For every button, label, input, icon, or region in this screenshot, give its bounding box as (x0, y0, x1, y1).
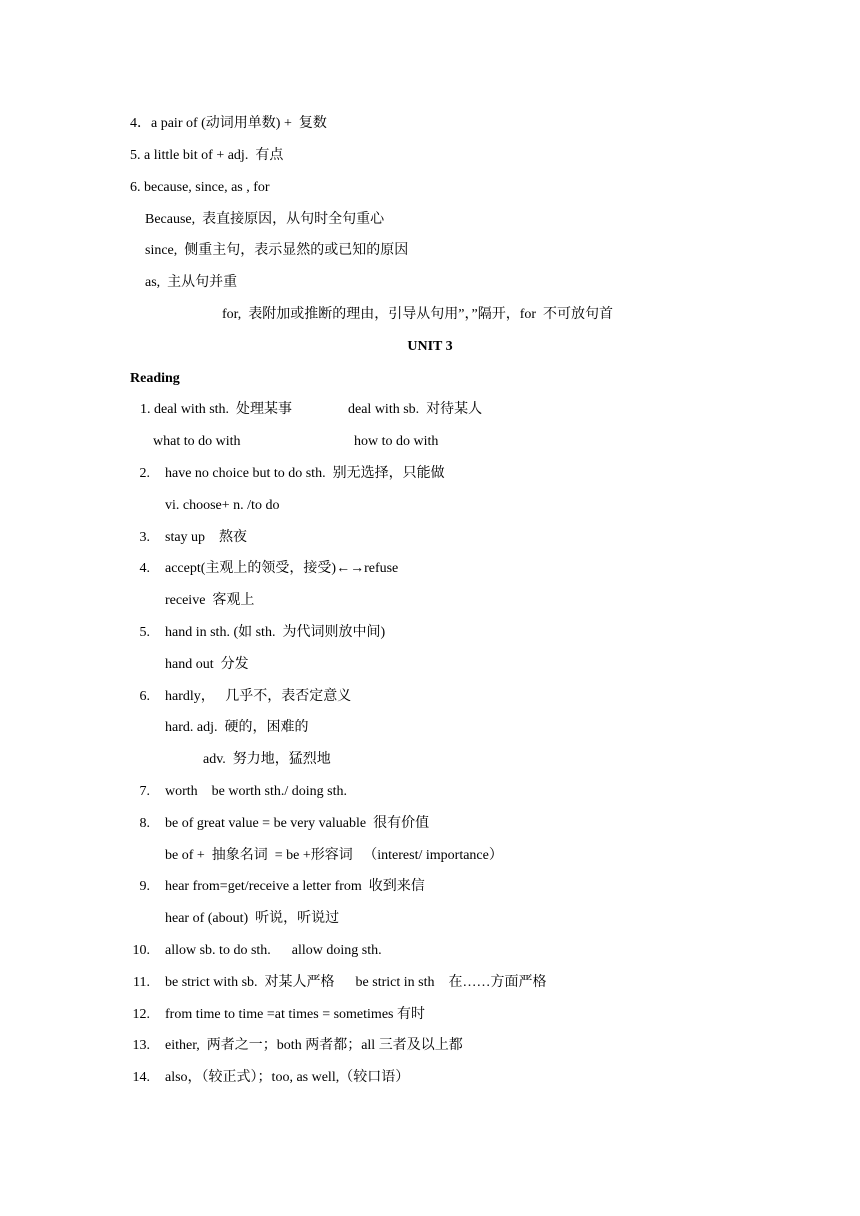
list-item-text: hear from=get/receive a letter from 收到来信 (165, 879, 425, 894)
item-1-sub-left: what to do with (153, 434, 241, 449)
list-number: 14. (132, 1070, 150, 1085)
list-item-text: have no choice but to do sth. 别无选择，只能做 (165, 466, 445, 481)
list-item-text: from time to time =at times = sometimes 有时 (165, 1007, 425, 1022)
list-number: 12. (132, 1007, 150, 1022)
list-number: 5. (139, 625, 150, 640)
list-sub-item: hear of (about) 听说，听说过 (165, 911, 340, 926)
list-item-text: either, 两者之一；both 两者都；all 三者及以上都 (165, 1038, 463, 1053)
intro-item: 6. because, since, as , for (130, 180, 270, 195)
item-1-sub-right: how to do with (354, 434, 439, 449)
reason-note: since, 侧重主句，表示显然的或已知的原因 (145, 243, 409, 258)
reason-note: Because, 表直接原因，从句时全句重心 (145, 212, 385, 227)
list-number: 9. (139, 879, 150, 894)
list-item-text: be strict with sb. 对某人严格 be strict in sth 在……方面严格 (165, 975, 547, 990)
list-sub-item: hand out 分发 (165, 657, 249, 672)
item-1-right: deal with sb. 对待某人 (348, 402, 483, 417)
list-number: 6. (139, 689, 150, 704)
list-number: 13. (132, 1038, 150, 1053)
list-item-text: stay up 熬夜 (165, 530, 248, 545)
list-number: 10. (132, 943, 150, 958)
list-number: 7. (139, 784, 150, 799)
list-item-text: hand in sth. (如 sth. 为代词则放中间) (165, 625, 386, 640)
unit-title: UNIT 3 (407, 339, 453, 354)
list-sub-item: receive 客观上 (165, 593, 255, 608)
list-number: 2. (139, 466, 150, 481)
item-1-left: 1. deal with sth. 处理某事 (140, 402, 293, 417)
list-number: 11. (133, 975, 150, 990)
intro-item: 4．a pair of (动词用单数) + 复数 (130, 116, 327, 131)
list-number: 3. (139, 530, 150, 545)
list-item-text: worth be worth sth./ doing sth. (165, 784, 347, 799)
list-item-text: allow sb. to do sth. allow doing sth. (165, 943, 382, 958)
list-sub-item: hard. adj. 硬的，困难的 (165, 720, 309, 735)
list-item-text: hardly， 几乎不，表否定意义 (165, 689, 352, 704)
section-title: Reading (130, 371, 180, 386)
list-item-text: accept(主观上的领受，接受)←→refuse (165, 561, 399, 576)
list-number: 4. (139, 561, 150, 576)
reason-note: as, 主从句并重 (145, 275, 238, 290)
list-sub-sub-item: adv. 努力地，猛烈地 (203, 752, 331, 767)
reason-note: for, 表附加或推断的理由，引导从句用”，”隔开，for 不可放句首 (222, 307, 614, 322)
list-sub-item: be of + 抽象名词 = be +形容词 （interest/ importance） (165, 848, 503, 863)
list-item-text: be of great value = be very valuable 很有价值 (165, 816, 430, 831)
intro-item: 5. a little bit of + adj. 有点 (130, 148, 284, 163)
list-sub-item: vi. choose+ n. /to do (165, 498, 280, 513)
list-number: 8. (139, 816, 150, 831)
list-item-text: also，（较正式）；too, as well,（较口语） (165, 1070, 410, 1085)
